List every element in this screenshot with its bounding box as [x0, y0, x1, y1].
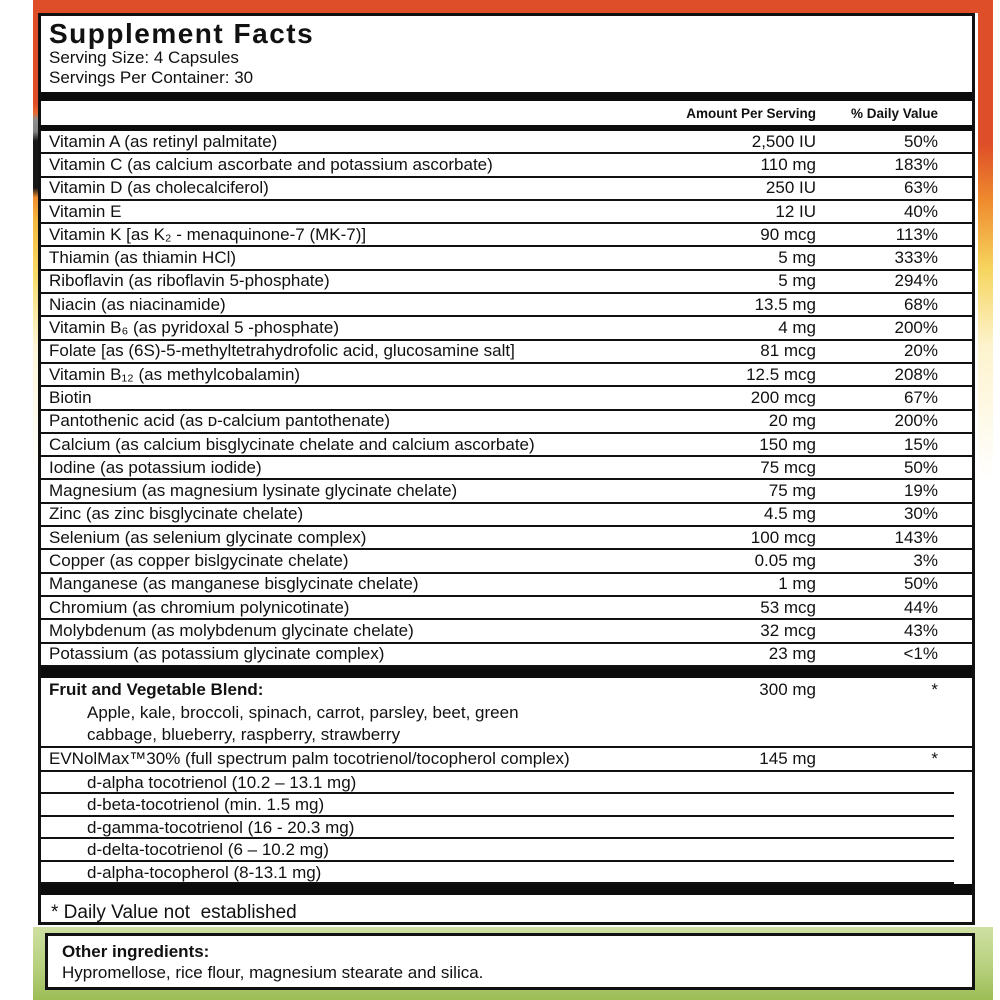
table-row: Chromium (as chromium polynicotinate) 53 mcg 44%	[41, 597, 972, 620]
blend-section	[41, 678, 972, 885]
column-headers	[41, 101, 972, 125]
daily-value-footnote: * Daily Value not established	[51, 902, 297, 924]
table-row: Molybdenum (as molybdenum glycinate chelate) 32 mcg 43%	[41, 620, 972, 643]
divider-bar-top	[41, 92, 972, 101]
blend-sub-item: d-alpha tocotrienol (10.2 – 13.1 mg)	[41, 772, 954, 795]
header-daily-value: % Daily Value	[850, 105, 938, 121]
blend-row-fruit-vegetable: Fruit and Vegetable Blend: 300 mg *	[49, 679, 938, 699]
table-row: Niacin (as niacinamide) 13.5 mg 68%	[41, 294, 972, 317]
table-row: Manganese (as manganese bisglycinate chelate) 1 mg 50%	[41, 574, 972, 597]
table-row: Vitamin E 12 IU 40%	[41, 201, 972, 224]
table-row: Vitamin K [as K₂ - menaquinone-7 (MK-7)] 90 mcg 113%	[41, 224, 972, 247]
table-row: Vitamin B₁₂ (as methylcobalamin) 12.5 mcg 208%	[41, 364, 972, 387]
blend-row-evnolmax: EVNolMax™30% (full spectrum palm tocotrienol/tocopherol complex) 145 mg *	[41, 748, 972, 772]
label-art-top-bar	[33, 0, 993, 13]
table-row: Vitamin A (as retinyl palmitate) 2,500 IU 50%	[41, 131, 972, 154]
other-ingredients-text: Hypromellose, rice flour, magnesium stearate and silica.	[62, 963, 484, 982]
table-row: Zinc (as zinc bisglycinate chelate) 4.5 mg 30%	[41, 504, 972, 527]
other-ingredients-box	[45, 933, 975, 990]
servings-per-container: Servings Per Container: 30	[49, 68, 254, 87]
header-amount-per-serving: Amount Per Serving	[686, 105, 816, 121]
table-row: Selenium (as selenium glycinate complex) 100 mcg 143%	[41, 527, 972, 550]
blend-sub-item: d-delta-tocotrienol (6 – 10.2 mg)	[41, 839, 954, 862]
table-row: Thiamin (as thiamin HCl) 5 mg 333%	[41, 247, 972, 270]
table-row: Biotin 200 mcg 67%	[41, 387, 972, 410]
table-row: Vitamin B₆ (as pyridoxal 5 -phosphate) 4 mg 200%	[41, 317, 972, 340]
divider-bar-blends	[41, 667, 972, 678]
supplement-facts-panel	[38, 13, 975, 925]
other-ingredients-heading: Other ingredients:	[62, 942, 210, 961]
serving-size: Serving Size: 4 Capsules	[49, 48, 239, 67]
table-row: Vitamin D (as cholecalciferol) 250 IU 63%	[41, 178, 972, 201]
table-row: Folate [as (6S)-5-methyltetrahydrofolic acid, glucosamine salt] 81 mcg 20%	[41, 341, 972, 364]
other-ingredients-section	[33, 927, 993, 1000]
panel-title: Supplement Facts	[49, 18, 315, 49]
table-row: Calcium (as calcium bisglycinate chelate and calcium ascorbate) 150 mg 15%	[41, 434, 972, 457]
table-row: Riboflavin (as riboflavin 5-phosphate) 5 mg 294%	[41, 271, 972, 294]
blend-sub-item: d-beta-tocotrienol (min. 1.5 mg)	[41, 794, 954, 817]
table-row: Magnesium (as magnesium lysinate glycinate chelate) 75 mg 19%	[41, 480, 972, 503]
blend-description-line: Apple, kale, broccoli, spinach, carrot, parsley, beet, green	[87, 702, 519, 722]
table-row: Pantothenic acid (as ᴅ-calcium pantothenate) 20 mg 200%	[41, 411, 972, 434]
blend-sub-item: d-gamma-tocotrienol (16 - 20.3 mg)	[41, 817, 954, 840]
table-row: Copper (as copper bislgycinate chelate) 0.05 mg 3%	[41, 550, 972, 573]
divider-bar-footnote	[41, 884, 972, 895]
table-row: Potassium (as potassium glycinate complex) 23 mg <1%	[41, 644, 972, 667]
blend-sub-item: d-alpha-tocopherol (8-13.1 mg)	[41, 862, 954, 885]
label-art-right-strip	[978, 0, 993, 480]
blend-description-line: cabbage, blueberry, raspberry, strawberry	[41, 724, 972, 748]
nutrient-table	[41, 131, 972, 667]
table-row: Vitamin C (as calcium ascorbate and potassium ascorbate) 110 mg 183%	[41, 154, 972, 177]
table-row: Iodine (as potassium iodide) 75 mcg 50%	[41, 457, 972, 480]
